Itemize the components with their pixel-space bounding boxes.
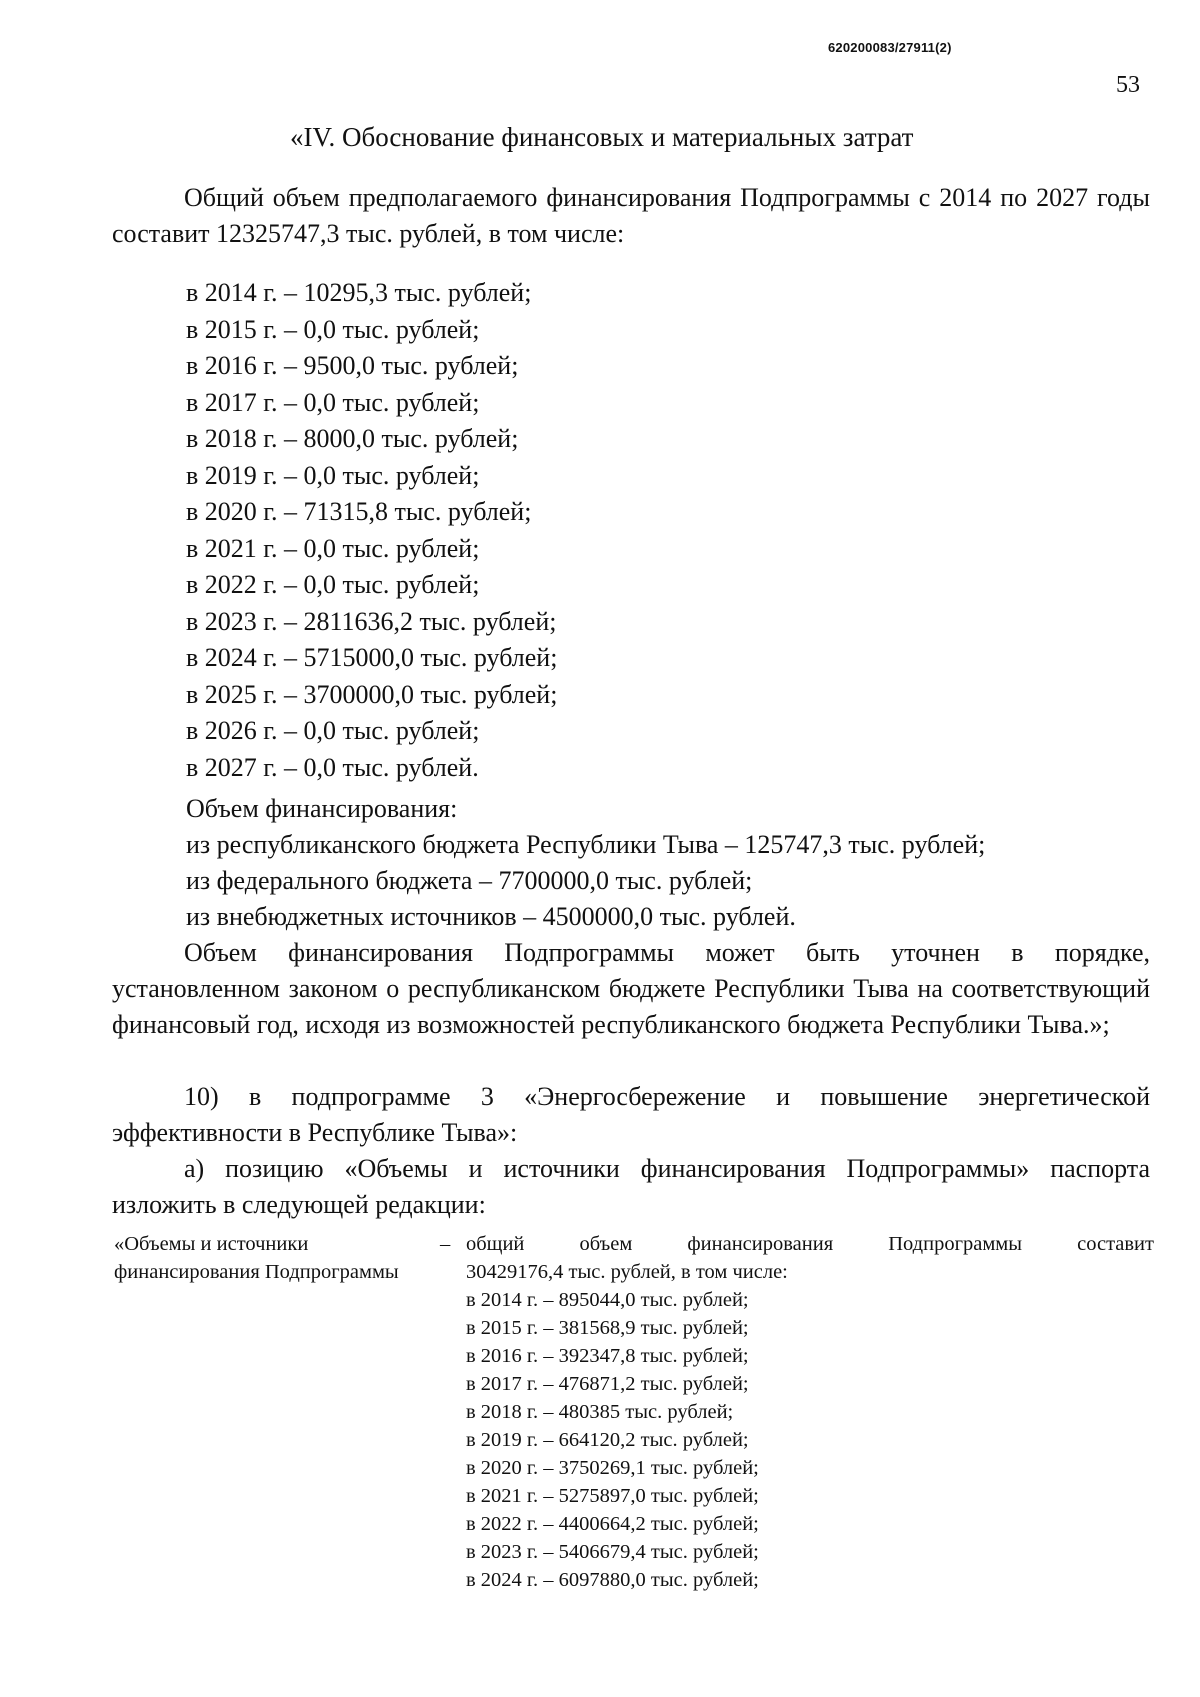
list-item: в 2020 г. – 3750269,1 тыс. рублей;: [466, 1457, 759, 1479]
list-item: в 2017 г. – 476871,2 тыс. рублей;: [466, 1373, 749, 1395]
list-item: в 2027 г. – 0,0 тыс. рублей.: [186, 752, 479, 782]
funding-source-extrabudgetary: из внебюджетных источников – 4500000,0 тыс. рублей.: [186, 902, 796, 931]
page-number: 53: [1116, 72, 1140, 98]
list-item: в 2016 г. – 392347,8 тыс. рублей;: [466, 1345, 749, 1367]
passport-total-line: 30429176,4 тыс. рублей, в том числе:: [466, 1261, 788, 1283]
passport-first-line: общий объем финансирования Подпрограммы составит: [466, 1233, 1154, 1255]
list-item: в 2022 г. – 4400664,2 тыс. рублей;: [466, 1513, 759, 1535]
intro-paragraph: Общий объем предполагаемого финансирования Подпрограммы с 2014 по 2027 годы составит 12325747,3 тыс. рублей, в том числе:: [112, 183, 1150, 248]
list-item: в 2015 г. – 381568,9 тыс. рублей;: [466, 1317, 749, 1339]
clarification-paragraph: Объем финансирования Подпрограммы может быть уточнен в порядке, установленном законом о республиканском бюджете Республики Тыва на соответствующий финансовый год, исходя из возможностей республиканского бюджета Республики Тыва.»;: [112, 938, 1150, 1039]
funding-source-federal: из федерального бюджета – 7700000,0 тыс. рублей;: [186, 866, 753, 895]
funding-source-republic: из республиканского бюджета Республики Тыва – 125747,3 тыс. рублей;: [186, 830, 986, 859]
funding-heading: Объем финансирования:: [186, 794, 458, 823]
list-item: в 2014 г. – 895044,0 тыс. рублей;: [466, 1289, 749, 1311]
list-item: в 2014 г. – 10295,3 тыс. рублей;: [186, 278, 532, 307]
list-item: в 2020 г. – 71315,8 тыс. рублей;: [186, 497, 532, 526]
list-item: в 2024 г. – 6097880,0 тыс. рублей;: [466, 1569, 759, 1591]
item-10-paragraph: 10) в подпрограмме 3 «Энергосбережение и повышение энергетической эффективности в Республике Тыва»:: [112, 1082, 1150, 1147]
list-item: в 2019 г. – 0,0 тыс. рублей;: [186, 460, 480, 490]
financing-years-list: [186, 275, 557, 786]
item-a-paragraph: а) позицию «Объемы и источники финансирования Подпрограммы» паспорта изложить в следующей редакции:: [112, 1154, 1150, 1219]
list-item: в 2023 г. – 5406679,4 тыс. рублей;: [466, 1541, 759, 1563]
document-code: 620200083/27911(2): [828, 40, 952, 55]
list-item: в 2021 г. – 5275897,0 тыс. рублей;: [466, 1485, 759, 1507]
list-item: в 2018 г. – 480385 тыс. рублей;: [466, 1401, 734, 1423]
list-item: в 2024 г. – 5715000,0 тыс. рублей;: [186, 643, 558, 672]
list-item: в 2026 г. – 0,0 тыс. рублей;: [186, 716, 480, 745]
list-item: в 2021 г. – 0,0 тыс. рублей;: [186, 533, 480, 563]
list-item: в 2025 г. – 3700000,0 тыс. рублей;: [186, 679, 558, 709]
list-item: в 2018 г. – 8000,0 тыс. рублей;: [186, 424, 519, 453]
list-item: в 2023 г. – 2811636,2 тыс. рублей;: [186, 606, 557, 636]
list-item: в 2017 г. – 0,0 тыс. рублей;: [186, 387, 480, 417]
list-item: в 2015 г. – 0,0 тыс. рублей;: [186, 314, 480, 344]
passport-label: «Объемы и источники финансирования Подпрограммы: [114, 1233, 399, 1283]
list-item: в 2022 г. – 0,0 тыс. рублей;: [186, 570, 480, 599]
section-title: «IV. Обоснование финансовых и материальных затрат: [290, 122, 914, 152]
passport-years-list: [466, 1286, 759, 1594]
list-item: в 2016 г. – 9500,0 тыс. рублей;: [186, 351, 519, 380]
list-item: в 2019 г. – 664120,2 тыс. рублей;: [466, 1429, 749, 1451]
passport-dash: –: [440, 1233, 451, 1255]
